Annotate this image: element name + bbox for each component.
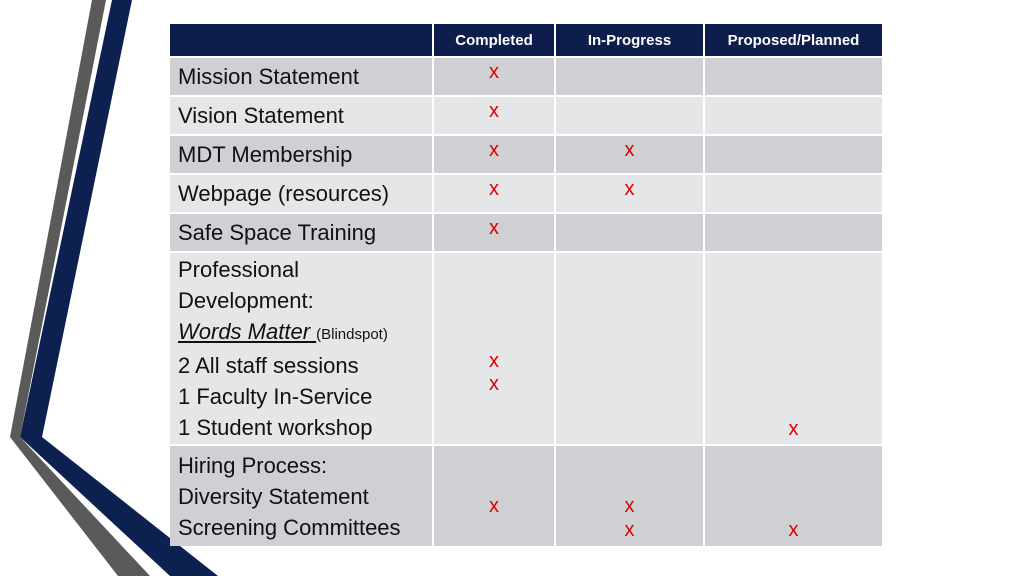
check-mark: x [489, 350, 499, 372]
row-label: Vision Statement [170, 97, 432, 134]
navy-stripe-upper [20, 0, 132, 437]
cell-proposed [705, 136, 882, 173]
table-row [170, 58, 882, 95]
check-mark: x [489, 61, 499, 83]
words-matter-link-text: Words Matter [178, 319, 317, 344]
check-mark: x [624, 495, 635, 517]
table-row [170, 253, 882, 444]
cell-in-progress [556, 97, 703, 134]
check-mark: x [489, 139, 499, 161]
check-mark: x [788, 519, 799, 541]
cell-in-progress [556, 175, 703, 212]
cell-proposed [705, 253, 882, 444]
header-completed: Completed [434, 24, 554, 56]
row-label: Mission Statement [170, 58, 432, 95]
cell-in-progress [556, 446, 703, 546]
table-row [170, 136, 882, 173]
header-blank [170, 24, 432, 56]
cell-proposed [705, 175, 882, 212]
cell-in-progress [556, 58, 703, 95]
header-proposed-planned: Proposed/Planned [705, 24, 882, 56]
row-label: Webpage (resources) [170, 175, 432, 212]
table-header-row [170, 24, 882, 56]
cell-completed [434, 446, 554, 546]
row-label: Safe Space Training [170, 214, 432, 251]
cell-in-progress [556, 253, 703, 444]
check-mark: x [624, 139, 635, 161]
status-table [168, 22, 884, 548]
check-mark: x [624, 178, 635, 200]
check-mark: x [489, 100, 499, 122]
table-row [170, 446, 882, 546]
row-label: Hiring Process: Diversity Statement Screening Committees [170, 446, 432, 546]
cell-in-progress [556, 214, 703, 251]
check-mark: x [489, 495, 499, 517]
header-in-progress: In-Progress [556, 24, 703, 56]
row-label: Professional Development: Words Matter (Blindspot) 2 All staff sessions 1 Faculty In-Service 1 Student workshop [170, 253, 432, 444]
cell-proposed [705, 97, 882, 134]
check-mark: x [624, 519, 635, 541]
check-mark: x [489, 178, 499, 200]
cell-proposed [705, 446, 882, 546]
table-row [170, 97, 882, 134]
cell-completed [434, 97, 554, 134]
cell-completed [434, 58, 554, 95]
cell-in-progress [556, 136, 703, 173]
cell-completed [434, 136, 554, 173]
row-label: MDT Membership [170, 136, 432, 173]
check-mark: x [489, 217, 499, 239]
table-row [170, 175, 882, 212]
cell-completed [434, 253, 554, 444]
cell-proposed [705, 58, 882, 95]
cell-proposed [705, 214, 882, 251]
cell-completed [434, 175, 554, 212]
gray-stripe-upper [10, 0, 106, 437]
check-mark: x [788, 418, 799, 440]
table-row [170, 214, 882, 251]
check-mark: x [489, 373, 499, 395]
cell-completed [434, 214, 554, 251]
